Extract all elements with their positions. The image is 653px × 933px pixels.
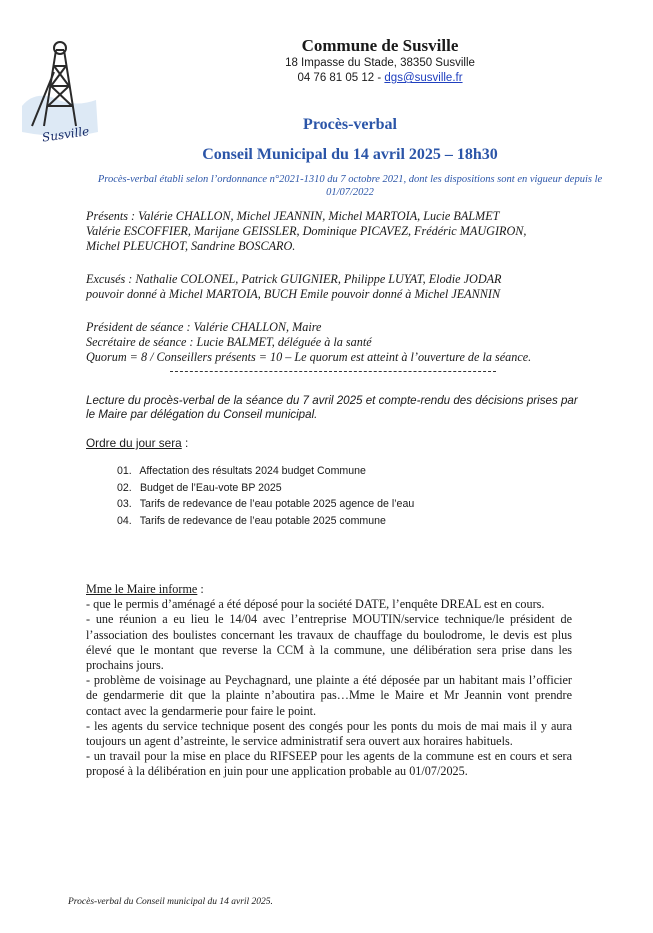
quorum-line: Quorum = 8 / Conseillers présents = 10 – Le quorum est atteint à l’ouverture de la séance. — [86, 350, 532, 364]
agenda-list — [117, 463, 414, 529]
lecture-paragraph: Lecture du procès-verbal de la séance du 7 avril 2025 et compte-rendu des décisions prises par le Maire par délégation du Conseil municipal. — [86, 394, 578, 421]
meeting-title: Conseil Municipal du 14 avril 2025 – 18h30 — [202, 146, 498, 163]
email-link[interactable]: dgs@susville.fr — [384, 72, 463, 84]
agenda-item: 04. Tarifs de redevance de l’eau potable 2025 commune — [117, 514, 386, 527]
excuses-line: Excusés : Nathalie COLONEL, Patrick GUIGNIER, Philippe LUYAT, Elodie JODAR — [86, 272, 502, 286]
presents-section — [86, 209, 574, 254]
agenda-title: Ordre du jour sera — [86, 436, 182, 450]
letterhead — [160, 36, 600, 86]
excuses-line: pouvoir donné à Michel MARTOIA, BUCH Emile pouvoir donné à Michel JEANNIN — [86, 287, 501, 301]
title-block — [60, 115, 640, 199]
informe-paragraph: - que le permis d’aménagé a été déposé pour la société DATE, l’enquête DREAL est en cours. — [86, 597, 545, 612]
phone: 04 76 81 05 12 - — [297, 72, 382, 84]
legal-subtitle: Procès-verbal établi selon l’ordonnance n°2021-1310 du 7 octobre 2021, dont les dispositions sont en vigueur depuis le 01/07/2022 — [97, 174, 603, 198]
agenda-heading — [86, 436, 188, 450]
presents-line: Valérie ESCOFFIER, Marijane GEISSLER, Dominique PICAVEZ, Frédéric MAUGIRON, — [86, 224, 527, 238]
maire-informe-section — [86, 582, 572, 780]
informe-paragraph: - un travail pour la mise en place du RIFSEEP pour les agents de la commune est en cours et sera proposé à la délibération en juin pour une application probable au 01/07/2025. — [86, 749, 572, 779]
excuses-section — [86, 272, 574, 302]
maire-informe-heading: Mme le Maire informe : — [86, 582, 204, 596]
agenda-item: 02. Budget de l’Eau-vote BP 2025 — [117, 481, 282, 494]
separator — [170, 371, 496, 372]
page-footer: Procès-verbal du Conseil municipal du 14 avril 2025. — [68, 897, 273, 907]
agenda-item: 03. Tarifs de redevance de l’eau potable 2025 agence de l’eau — [117, 498, 415, 510]
address: 18 Impasse du Stade, 38350 Susville — [285, 57, 475, 69]
informe-paragraph: - problème de voisinage au Peychagnard, une plainte a été déposée par un habitant mais l’officier de gendarmerie dit que la plainte n’aboutira pas…Mme le Maire et Mr Jeannin vont prendre contact avec la gendarmerie pour faire le point. — [86, 673, 572, 718]
document-type: Procès-verbal — [303, 116, 397, 133]
agenda-title-suffix: : — [181, 436, 189, 450]
informe-paragraph: - une réunion a eu lieu le 14/04 avec l’entreprise MOUTIN/service technique/le président de l’association des boulistes concernant les travaux de chauffage du boulodrome, le devis est plus élevé que le montant que reverse la CCM à la commune, une délibération sera prise dans les prochains jours. — [86, 612, 572, 673]
informe-paragraph: - les agents du service technique posent des congés pour les ponts du mois de mai mais il y aura toujours un agent d’astreinte, le service administratif sera ouvert aux horaires habituels. — [86, 718, 572, 749]
logo-text: Susville — [41, 124, 91, 145]
seance-section — [86, 320, 586, 365]
secretaire-line: Secrétaire de séance : Lucie BALMET, déléguée à la santé — [86, 335, 372, 349]
commune-name: Commune de Susville — [301, 36, 459, 55]
presents-line: Présents : Valérie CHALLON, Michel JEANNIN, Michel MARTOIA, Lucie BALMET — [86, 209, 500, 223]
president-line: Président de séance : Valérie CHALLON, Maire — [86, 320, 322, 334]
contact-line — [160, 71, 600, 86]
presents-line: Michel PLEUCHOT, Sandrine BOSCARO. — [86, 239, 296, 253]
agenda-item: 01. Affectation des résultats 2024 budget Commune — [117, 465, 366, 477]
